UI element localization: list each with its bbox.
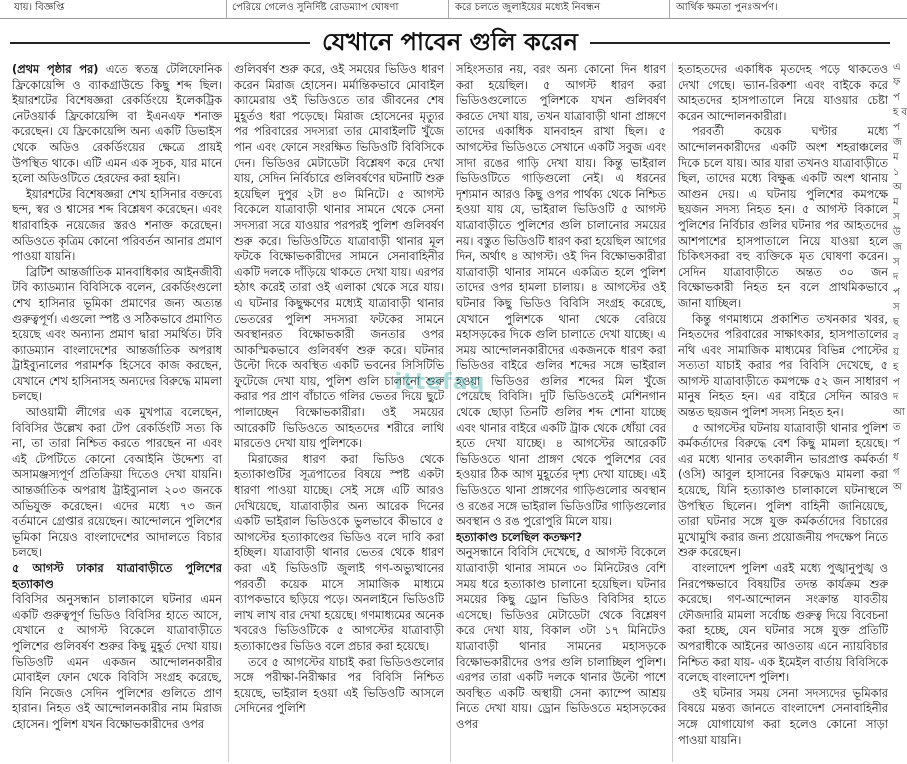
column-divider	[672, 62, 673, 762]
article-column-1	[12, 62, 222, 762]
section-subhead: ৫ আগস্ট ঢাকার যাত্রাবাড়ীতে পুলিশের হত্যাকাণ্ড	[12, 562, 222, 591]
headline-text: যেখানে পাবেন গুলি করেন	[312, 28, 588, 56]
top-fragment-3: করে চলতে জুলাইয়ের মধ্যেই নিবন্ধন	[455, 2, 601, 13]
top-fragment-4: আর্থিক ক্ষমতা পুনঃঅর্পণ।	[676, 2, 778, 13]
adjacent-page-edge: এ ফ প হ ব প জ ম ১ অ ম স উ জ স দ প স ছ ব য় হ প দ আ ত প ধ গ অ	[893, 62, 907, 493]
paragraph: ৫ আগস্টের ঘটনায় যাত্রাবাড়ী থানার পুলিশ কর্মকর্তাদের বিরুদ্ধে বেশ কিছু মামলা হয়েছে। এর মধ্যে থানার তৎকালীন ভারপ্রাপ্ত কর্মকর্তা (ওসি) আবুল হাসানের বিরুদ্ধেও মামলা করা হয়েছে, যিনি হত্যাকাণ্ড চালাকালে ঘটনাস্থলে উপস্থিত ছিলেন। পুলিশ বাহিনী জানিয়েছে, তারা ঘটনার সঙ্গে যুক্ত কর্মকর্তাদের বিচারের মুখোমুখি করার জন্য প্রয়োজনীয় পদক্ষেপ নিতে শুরু করেছেন।	[678, 421, 888, 560]
paragraph: অনুসন্ধানে বিবিসি দেখেছে, ৫ আগস্ট বিকেলে যাত্রাবাড়ী থানার সামনে ৩০ মিনিটেরও বেশি সময় ধরে হত্যাকাণ্ড চালানো হয়েছিল। ঘটনার সময়ের কিছু ড্রোন ভিডিও বিবিসির হাতে এসেছে। ভিডিওর মেটাডেটা থেকে বিশ্লেষণ করে দেখা যায়, বিকাল ৩টা ১৭ মিনিটেও যাত্রাবাড়ী থানার সামনের মহাসড়কে বিক্ষোভকারীদের ওপর গুলি চালাচ্ছিল পুলিশ। এরপর তারা একটি দলকে থানার উল্টো পাশে অবস্থিত একটি অস্থায়ী সেনা ক্যাম্পে আশ্রয় নিতে দেখা যায়। ড্রোন ভিডিওতে মহাসড়কের ওপর	[456, 546, 666, 731]
article-column-3	[456, 62, 666, 762]
column-divider	[228, 62, 229, 762]
paragraph: গুলিবর্ষণ শুরু করে, ওই সময়ের ভিডিও ধারণ করেন মিরাজ হোসেন। মর্মান্তিকভাবে মোবাইল ক্যামেরায় ওই ভিডিওতে তার জীবনের শেষ মুহূর্তও ধরা পড়েছে। মিরাজ হোসেনের মৃত্যুর পর পরিবারের সদস্যরা তার মোবাইলটি খুঁজে পান এবং ফোনে সংরক্ষিত ভিডিওটি বিবিসিকে দেন। ভিডিওর মেটাডেটা বিশ্লেষণ করে দেখা যায়, সেদিন নির্বিচারে গুলিবর্ষণের ঘটনাটি শুরু হয়েছিল দুপুর ২টা ৪৩ মিনিটে। ৫ আগস্ট বিকেলে যাত্রাবাড়ী থানার সামনে থেকে সেনা সদস্যরা সরে যাওয়ার পরপরই পুলিশ গুলিবর্ষণ শুরু করে। ভিডিওটিতে যাত্রাবাড়ী থানার মূল ফটকে বিক্ষোভকারীদের সামনে সেনাবাহিনীর একটি দলকে দাঁড়িয়ে থাকতে দেখা যায়। এরপর হঠাৎ করেই তারা ওই এলাকা থেকে সরে যায়। এ ঘটনার কিছুক্ষণের মধ্যেই যাত্রাবাড়ী থানার ভেতরের পুলিশ সদস্যরা ফটকের সামনে অবস্থানরত বিক্ষোভকারী জনতার ওপর আকস্মিকভাবে গুলিবর্ষণ শুরু করে। ঘটনার উল্টো দিকে অবস্থিত একটি ভবনের সিসিটিভি ফুটেজে দেখা যায়, পুলিশ গুলি চালানো শুরু করার পর প্রাণ বাঁচাতে গলির ভেতর দিয়ে ছুটে পালাচ্ছেন বিক্ষোভকারীরা। ওই সময়ের আরেকটি ভিডিওতে আহতদের শরীরে লাথি মারতেও দেখা যায় পুলিশকে।	[234, 63, 444, 451]
paragraph: ইয়ারশটের বিশেষজ্ঞরা শেখ হাসিনার বক্তব্যে ছন্দ, স্বর ও শ্বাসের শব্দ বিশ্লেষণ করেছেন। এবং ধারাবাহিক নয়েজের স্তরও শনাক্ত করেছেন। অডিওতে কৃত্রিম কোনো পরিবর্তন আনার প্রমাণ পাওয়া যায়নি।	[12, 187, 222, 264]
paragraph: ব্রিটিশ আন্তর্জাতিক মানবাধিকার আইনজীবী টবি ক্যাডম্যান বিবিসিকে বলেন, রেকর্ডিংগুলো শেখ হাসিনার ভূমিকা প্রমাণের জন্য অত্যন্ত গুরুত্বপূর্ণ। এগুলো স্পষ্ট ও সঠিকভাবে প্রমাণিত হয়েছে এবং অন্যান্য প্রমাণ দ্বারা সমর্থিত। টবি ক্যাডম্যান বাংলাদেশের আন্তর্জাতিক অপরাধ ট্রাইব্যুনালের পরামর্শক হিসেবে কাজ করছেন, যেখানে শেখ হাসিনাসহ অন্যদের বিরুদ্ধে মামলা চলছে।	[12, 265, 222, 404]
column-divider	[450, 62, 451, 762]
paragraph: কিন্তু গণমাধ্যমে প্রকাশিত তখনকার খবর, নিহতদের পরিবারের সাক্ষাৎকার, হাসপাতালের নথি এবং সামাজিক মাধ্যমের বিভিন্ন পোস্টের সত্যতা যাচাই করার পর বিবিসি দেখেছে, ৫ আগস্ট যাত্রাবাড়ীতে কমপক্ষে ৫২ জন সাধারণ মানুষ নিহত হন। এর বাইরে সেদিন আরও অন্তত ছয়জন পুলিশ সদস্য নিহত হন।	[678, 312, 888, 420]
publisher-watermark: ittefaq	[394, 370, 486, 395]
article-column-2	[234, 62, 444, 762]
paragraph: মিরাজের ধারণ করা ভিডিও থেকে হত্যাকাণ্ডটির সূত্রপাতের বিষয়ে স্পষ্ট একটা ধারণা পাওয়া যাচ্ছে। সেই সঙ্গে এটি আরও দেখিয়েছে, যাত্রাবাড়ীর অন্য আরেক দিনের একটি ভাইরাল ভিডিওকে ভুলভাবে কীভাবে ৫ আগস্টের হত্যাকাণ্ডের ভিডিও বলে দাবি করা হচ্ছিল। যাত্রাবাড়ী থানার ভেতর থেকে ধারণ করা এই ভিডিওটি জুলাই গণ-অভ্যুত্থানের পরবর্তী কয়েক মাসে সামাজিক মাধ্যমে ব্যাপকভাবে ছড়িয়ে পড়ে। অনলাইনে ভিডিওটি লাখ লাখ বার দেখা হয়েছে। গণমাধ্যমের অনেক খবরেও ভিডিওটিকে ৫ আগস্টের যাত্রাবাড়ী হত্যাকাণ্ডের ভিডিও বলে প্রচার করা হয়েছে।	[234, 452, 444, 653]
top-divider	[226, 0, 227, 18]
section-subhead: হত্যাকাণ্ড চলেছিল কতক্ষণ?	[456, 530, 583, 544]
paragraph: তবে ৫ আগস্টের যাচাই করা ভিডিওগুলোর সঙ্গে পরীক্ষা-নিরীক্ষার পর বিবিসি নিশ্চিত হয়েছে, ভাইরাল হওয়া এই ভিডিওটি আসলে সেদিনের পুলিশি	[234, 655, 444, 716]
paragraph: বাংলাদেশ পুলিশ এরই মধ্যে পুঙ্খানুপুঙ্খ ও নিরপেক্ষভাবে বিষয়টির তদন্ত কার্যক্রম শুরু করেছে। গণ-আন্দোলন সংক্রান্ত যাবতীয় ফৌজদারি মামলা সর্বোচ্চ গুরুত্ব দিয়ে বিবেচনা করা হচ্ছে, যেন ঘটনার সঙ্গে যুক্ত প্রতিটি অপরাধীকে আইনের আওতায় এনে ন্যায়বিচার নিশ্চিত করা যায়- এক ইমেইল বার্তায় বিবিসিকে বলেছে বাংলাদেশ পুলিশ।	[678, 562, 888, 685]
article-column-4	[678, 62, 888, 762]
paragraph	[12, 62, 222, 187]
paragraph: বিবিসির অনুসন্ধান চালাকালে ঘটনার এমন একটি গুরুত্বপূর্ণ ভিডিও বিবিসির হাতে আসে, যেখানে ৫ আগস্ট বিকেলে যাত্রাবাড়ীতে পুলিশের গুলিবর্ষণ শুরুর কিছু মুহূর্ত দেখা যায়। ভিডিওটি এমন একজন আন্দোলনকারীর মোবাইল ফোন থেকে বিবিসি সংগ্রহ করেছে, যিনি নিজেও সেদিন পুলিশের গুলিতে প্রাণ হারান। নিহত ওই আন্দোলনকারীর নাম মিরাজ হোসেন। পুলিশ যখন বিক্ষোভকারীদের ওপর	[12, 593, 222, 731]
headline-banner	[10, 22, 890, 64]
top-divider	[448, 0, 449, 18]
paragraph: ওই ঘটনার সময় সেনা সদস্যদের ভূমিকার বিষয়ে মন্তব্য জানতে বাংলাদেশ সেনাবাহিনীর সঙ্গে যোগাযোগ করা হলেও কোনো সাড়া পাওয়া যায়নি।	[678, 686, 888, 747]
continuation-marker: (প্রথম পৃষ্ঠার পর)	[12, 63, 99, 76]
previous-article-strip	[0, 0, 907, 19]
top-fragment-2: পেরিয়ে গেলেও সুনির্দিষ্ট রোডম্যাপ ঘোষণা	[232, 2, 399, 13]
top-divider	[669, 0, 670, 18]
paragraph: হতাহতদের একাধিক মৃতদেহ পড়ে থাকতেও দেখা গেছে। ভ্যান-রিকশা এবং বাইকে করে আহতদের হাসপাতালে নিয়ে যাওয়ার চেষ্টা করেন আন্দোলনকারীরা।	[678, 63, 888, 123]
top-fragment-1: যায়। বিজ্ঞপ্তি	[14, 2, 65, 13]
paragraph: আওয়ামী লীগের এক মুখপাত্র বলেছেন, বিবিসির উল্লেখ করা টেপ রেকর্ডিংটি সত্য কি না, তা তারা নিশ্চিত করতে পারছেন না এবং এই টেপটিতে কোনো বেআইনি উদ্দেশ্য বা অসামঞ্জস্যপূর্ণ প্রতিক্রিয়া দিতেও দেখা যায়নি। আন্তর্জাতিক অপরাধ ট্রাইব্যুনাল ২০৩ জনকে অভিযুক্ত করেছেন। এদের মধ্যে ৭৩ জন বর্তমানে গ্রেপ্তার রয়েছেন। আন্দোলনে পুলিশের ভূমিকা নিয়েও বাংলাদেশের আদালতে বিচার চলছে।	[12, 406, 222, 560]
paragraph: সহিংসতার নয়, বরং অন্য কোনো দিন ধারণ করা হয়েছিল। ৫ আগস্ট ধারণ করা ভিডিওগুলোতে পুলিশকে যখন গুলিবর্ষণ করতে দেখা যায়, তখন যাত্রাবাড়ী থানা প্রাঙ্গণে তাদের একাধিক যানবাহন রাখা ছিল। ৫ আগস্টের ভিডিওতে সেখানে একটি সবুজ এবং সাদা রঙের গাড়ি দেখা যায়। কিন্তু ভাইরাল ভিডিওটিতে গাড়িগুলো নেই। এ ধরনের দৃশ্যমান আরও কিছু ওপর পার্থক্য থেকে নিশ্চিত হওয়া যায় যে, ভাইরাল ভিডিওটি ৫ আগস্ট যাত্রাবাড়ীতে পুলিশের গুলি চালানোর সময়ের নয়। বস্তুত ভিডিওটি ধারণ করা হয়েছিল আগের দিন, অর্থাৎ ৪ আগস্ট। ওই দিন বিক্ষোভকারীরা যাত্রাবাড়ী থানার সামনে একত্রিত হলে পুলিশ তাদের ওপর হামলা চালায়। ৪ আগস্টের ওই ঘটনার কিছু ভিডিও বিবিসি সংগ্রহ করেছে, যেখানে পুলিশকে থানা থেকে বেরিয়ে মহাসড়কের দিকে গুলি চালাতে দেখা যাচ্ছে। এ সময় আন্দোলনকারীদের একজনকে ধারণ করা ভিডিওর বাইরে গুলির শব্দের সঙ্গে ভাইরাল হওয়া ভিডিওর গুলির শব্দের মিল খুঁজে পেয়েছে বিবিসি। দুটি ভিডিওতেই মেশিনগান থেকে ছোড়া তিনটি গুলির শব্দ শোনা যাচ্ছে এবং থানার বাইরে একটি ট্রাক থেকে ধোঁয়া বের হতে দেখা যাচ্ছে। ৪ আগস্টের আরেকটি ভিডিওতে থানা প্রাঙ্গণ থেকে পুলিশের বের হওয়ার ঠিক আগ মুহূর্তের দৃশ্য দেখা যাচ্ছে। এই ভিডিওতে থানা প্রাঙ্গণের গাড়িগুলোর অবস্থান ও রঙের সঙ্গে ভাইরাল ভিডিওটির গাড়িগুলোর অবস্থান ও রঙ পুরোপুরি মিলে যায়।	[456, 63, 666, 529]
page-headline	[10, 26, 890, 58]
paragraph-text: এতে স্বতন্ত্র টেলিফোনিক ফ্রিকোয়েন্সি ও ব্যাকগ্রাউন্ডে কিছু শব্দ ছিল। ইয়ারশটের বিশেষজ্ঞরা রেকর্ডিংয়ে ইলেকট্রিক নেটওয়ার্ক ফ্রিকোয়েন্সি বা ইএনএফ শনাক্ত করেছেন। যে ফ্রিকোয়েন্সি অন্য একটি ডিভাইস থেকে অডিও রেকর্ডিংয়ের ক্ষেত্রে প্রায়ই উপস্থিত থাকে। এটি এমন এক সূচক, যার মানে হলো অডিওটিতে হেরফের করা হয়নি।	[12, 63, 222, 186]
paragraph: পরবর্তী কয়েক ঘণ্টার মধ্যে আন্দোলনকারীদের একটি অংশ শহরাঞ্চলের দিকে চলে যায়। আর যারা তখনও যাত্রাবাড়ীতে ছিল, তাদের মধ্যে বিক্ষুব্ধ একটি অংশ থানায় আগুন দেয়। এ ঘটনায় পুলিশের কমপক্ষে ছয়জন সদস্য নিহত হন। ৫ আগস্ট বিকালে পুলিশের নির্বিচার গুলির ঘটনার পর আহতদের আশপাশের হাসপাতালে নিয়ে যাওয়া হলে চিকিৎসকরা বহু ব্যক্তিকে মৃত ঘোষণা করেন। সেদিন যাত্রাবাড়ীতে অন্তত ৩০ জন বিক্ষোভকারী নিহত হন বলে প্রাথমিকভাবে জানা যাচ্ছিল।	[678, 125, 888, 310]
